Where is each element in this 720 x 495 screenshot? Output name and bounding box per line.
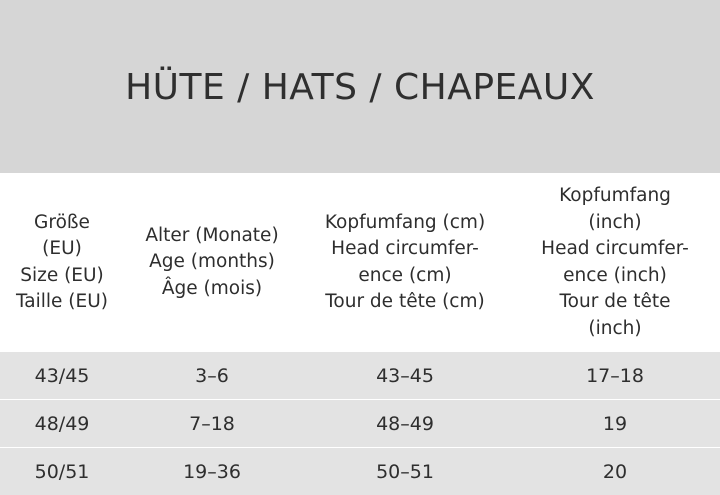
cell-age: 3–6 xyxy=(124,352,300,400)
cell-head-inch: 20 xyxy=(510,448,720,495)
header-line: Age (months) xyxy=(149,251,275,273)
header-line: Kopfumfang xyxy=(559,185,671,206)
cell-age: 19–36 xyxy=(124,448,300,495)
header-line: Größe xyxy=(34,211,90,233)
header-line: Kopfumfang (cm) xyxy=(324,211,486,233)
header-line: (EU) xyxy=(42,238,82,259)
page-title: HÜTE / HATS / CHAPEAUX xyxy=(125,67,595,108)
header-line: Head circumfer- xyxy=(331,238,479,259)
header-age xyxy=(124,173,300,352)
table-row xyxy=(0,352,720,400)
header-line: Tour de tête xyxy=(559,291,671,312)
table-row xyxy=(0,448,720,495)
cell-head-cm: 48–49 xyxy=(300,400,510,448)
header-head-cm xyxy=(300,173,510,352)
size-table xyxy=(0,173,720,495)
table-row xyxy=(0,400,720,448)
header-line: Taille (EU) xyxy=(16,291,108,312)
header-head-inch xyxy=(510,173,720,352)
cell-head-cm: 43–45 xyxy=(300,352,510,400)
cell-head-cm: 50–51 xyxy=(300,448,510,495)
cell-size: 43/45 xyxy=(0,352,124,400)
header-size xyxy=(0,173,124,352)
header-line: ence (inch) xyxy=(563,264,667,286)
table-header-row xyxy=(0,173,720,352)
header-line: Alter (Monate) xyxy=(145,224,279,246)
header-line: Size (EU) xyxy=(20,264,104,286)
cell-age: 7–18 xyxy=(124,400,300,448)
cell-head-inch: 17–18 xyxy=(510,352,720,400)
title-band xyxy=(0,0,720,173)
header-line: (inch) xyxy=(588,211,642,233)
cell-size: 50/51 xyxy=(0,448,124,495)
header-line: Head circumfer- xyxy=(541,238,689,259)
header-line: (inch) xyxy=(588,317,642,339)
cell-size: 48/49 xyxy=(0,400,124,448)
cell-head-inch: 19 xyxy=(510,400,720,448)
header-line: ence (cm) xyxy=(358,264,452,286)
header-line: Tour de tête (cm) xyxy=(325,291,485,312)
header-line: Âge (mois) xyxy=(161,277,263,299)
